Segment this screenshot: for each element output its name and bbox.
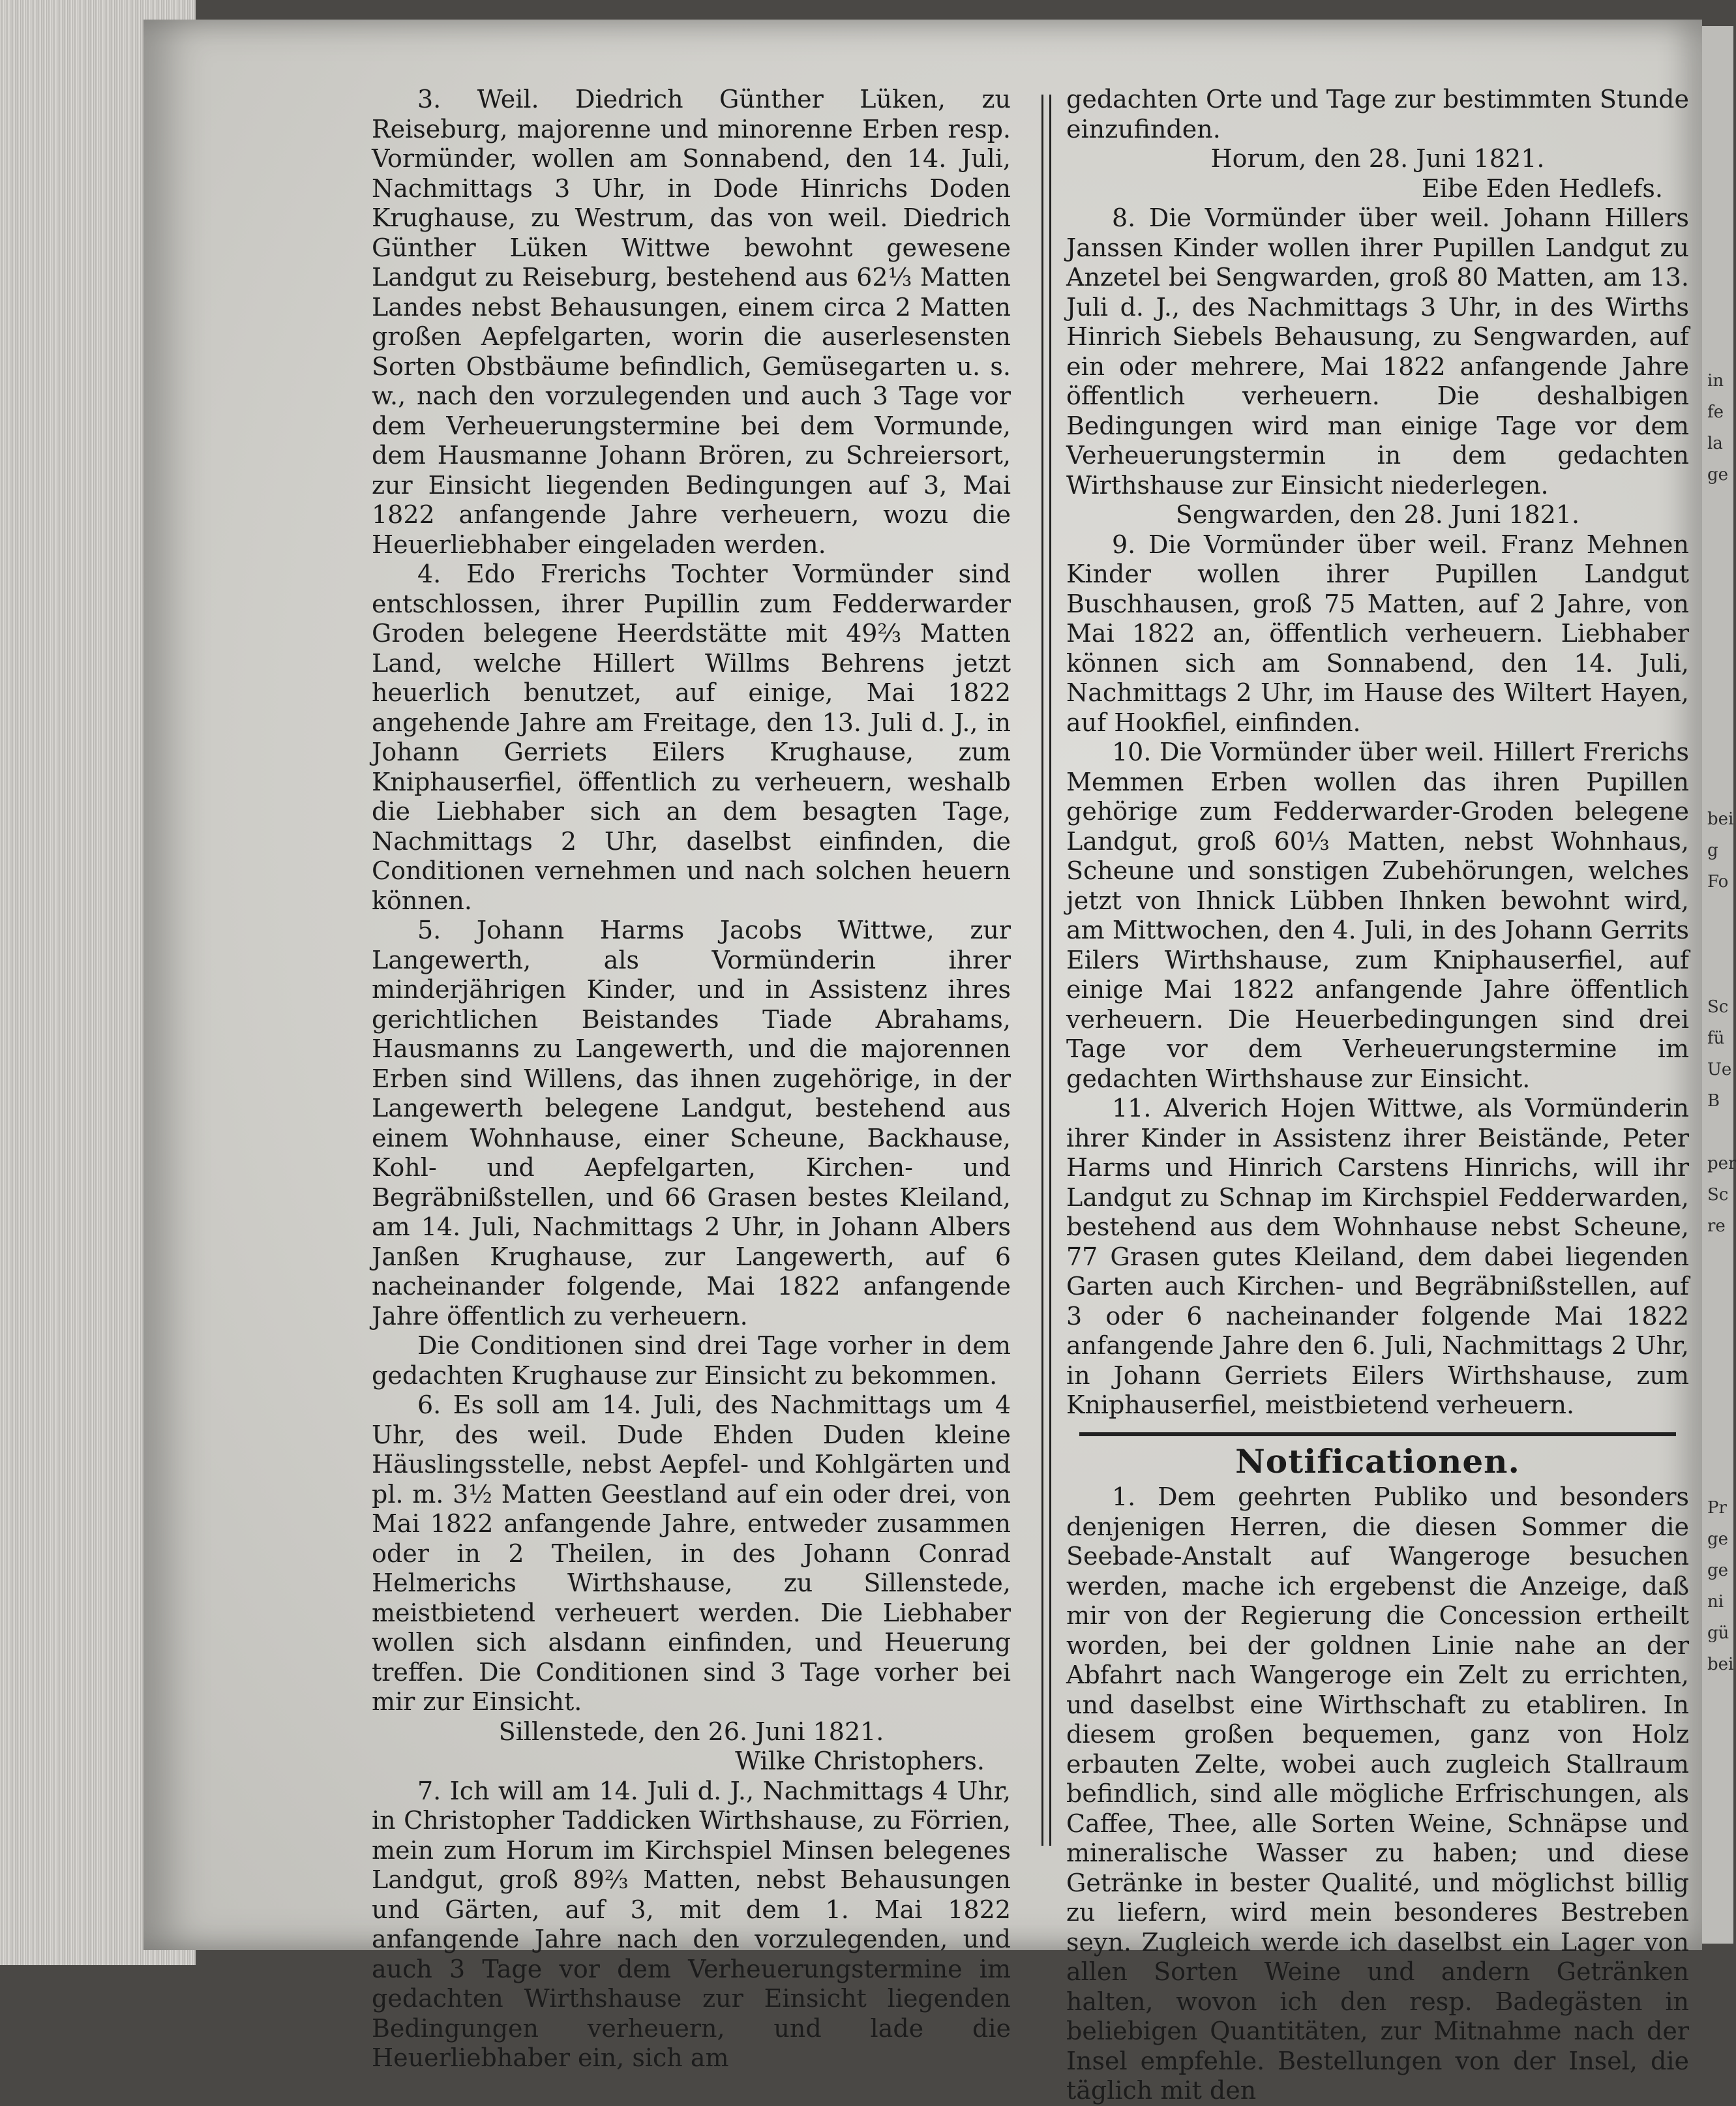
facing-page-fragment: re: [1707, 1216, 1726, 1236]
facing-page-fragment: fü: [1707, 1029, 1725, 1048]
facing-page-fragment: Sc: [1707, 997, 1729, 1017]
notice-paragraph: 11. Alverich Hojen Wittwe, als Vormünderin ihrer Kinder in Assistenz ihrer Beistände, Peter Harms und Hinrich Carstens Hinrichs, will ihr Landgut zu Schnap im Kirchspiel Fedderwarden, bestehend aus dem Wohnhause nebst Scheune, 77 Grasen gutes Kleiland, dem dabei liegenden Garten auch Kirchen- und Begräbnißstellen, auf 3 oder 6 nacheinander folgende Mai 1822 anfangende Jahre den 6. Juli, Nachmittags 2 Uhr, in Johann Gerriets Eilers Wirthshause, zum Kniphauserfiel, meistbietend verheuern.: [1066, 1094, 1689, 1419]
facing-page-fragment: bei: [1707, 1655, 1734, 1674]
facing-page-fragment: Pr: [1707, 1498, 1727, 1518]
section-heading-notificationen: Notificationen.: [1235, 1441, 1520, 1481]
facing-page-fragment: ge: [1707, 1561, 1729, 1580]
right-column-notifications: [1066, 1482, 1689, 2106]
signature: Eibe Eden Hedlefs.: [1421, 173, 1663, 203]
facing-page-fragment: Ue: [1707, 1060, 1732, 1079]
place-date-line: Horum, den 28. Juni 1821.: [1210, 144, 1545, 173]
facing-page-fragment: gü: [1707, 1623, 1729, 1643]
facing-page-fragment: B: [1707, 1091, 1720, 1111]
notice-paragraph: 8. Die Vormünder über weil. Johann Hillers Janssen Kinder wollen ihrer Pupillen Landgut zu Anzetel bei Sengwarden, groß 80 Matten, am 13. Juli d. J., des Nachmittags 3 Uhr, in des Wirths Hinrich Siebels Behausung, zu Sengwarden, auf ein oder mehrere, Mai 1822 anfangende Jahre öffentlich verheuern. Die deshalbigen Bedingungen wird man einige Tage vor dem Verheuerungstermin in dem gedachten Wirthshause zur Einsicht niederlegen.: [1066, 203, 1689, 500]
notice-paragraph: 1. Dem geehrten Publiko und besonders denjenigen Herren, die diesen Sommer die Seebade-Anstalt auf Wangeroge besuchen werden, mache ich ergebenst die Anzeige, daß mir von der Regierung die Concession ertheilt worden, bei der goldnen Linie nahe an der Abfahrt nach Wangeroge ein Zelt zu errichten, und daselbst eine Wirthschaft zu etabliren. In diesem großen bequemen, ganz von Holz erbauten Zelte, wobei auch zugleich Stallraum befindlich, sind alle mögliche Erfrischungen, als Caffee, Thee, alle Sorten Weine, Schnäpse und mineralische Wasser zu haben; und diese Getränke in bester Qualité, und möglichst billig zu liefern, wird mein besonderes Bestreben seyn. Zugleich werde ich daselbst ein Lager von allen Sorten Weine und andern Getränken halten, wovon ich den resp. Badegästen in beliebigen Quantitäten, zur Mitnahme nach der Insel empfehle. Bestellungen von der Insel, die täglich mit den: [1066, 1482, 1689, 2105]
notice-paragraph: 5. Johann Harms Jacobs Wittwe, zur Langewerth, als Vormünderin ihrer minderjährigen Kinder, und in Assistenz ihres gerichtlichen Beistandes Tiade Abrahams, Hausmanns zu Langewerth, und die majorennen Erben sind Willens, das ihnen zugehörige, in der Langewerth belegene Landgut, bestehend aus einem Wohnhause, einer Scheune, Backhause, Kohl- und Aepfelgarten, Kirchen- und Begräbnißstellen, und 66 Grasen bestes Kleiland, am 14. Juli, Nachmittags 2 Uhr, in Johann Albers Janßen Krughause, zur Langewerth, auf 6 nacheinander folgende, Mai 1822 anfangende Jahre öffentlich zu verheuern.: [372, 916, 1011, 1331]
facing-page-fragment: per: [1707, 1154, 1736, 1173]
notice-paragraph: 6. Es soll am 14. Juli, des Nachmittags um 4 Uhr, des weil. Dude Ehden Duden kleine Häuslingsstelle, nebst Aepfel- und Kohlgärten und pl. m. 3½ Matten Geestland auf ein oder drei, von Mai 1822 anfangende Jahre, entweder zusammen oder in 2 Theilen, in des Johann Conrad Helmerichs Wirthshause, zu Sillenstede, meistbietend verheuert werden. Die Liebhaber wollen sich alsdann einfinden, und Heuerung treffen. Die Conditionen sind 3 Tage vorher bei mir zur Einsicht.: [372, 1391, 1011, 1716]
facing-page-fragment: Fo: [1707, 872, 1729, 892]
notice-paragraph: 9. Die Vormünder über weil. Franz Mehnen Kinder wollen ihrer Pupillen Landgut Buschhausen, groß 75 Matten, auf 2 Jahre, von Mai 1822 an, öffentlich verheuern. Liebhaber können sich am Sonnabend, den 14. Juli, Nachmittags 2 Uhr, im Hause des Wiltert Hayen, auf Hookfiel, einfinden.: [1066, 530, 1689, 737]
notice-paragraph: 4. Edo Frerichs Tochter Vormünder sind entschlossen, ihrer Pupillin zum Fedderwarder Groden belegene Heerdstätte mit 49⅔ Matten Land, welche Hillert Willms Behrens jetzt heuerlich benutzet, auf einige, Mai 1822 angehende Jahre am Freitage, den 13. Juli d. J., in Johann Gerriets Eilers Krughause, zum Kniphauserfiel, öffentlich zu verheuern, weshalb die Liebhaber sich an dem besagten Tage, Nachmittags 2 Uhr, daselbst einfinden, die Conditionen vernehmen und nach solchen heuern können.: [372, 560, 1011, 915]
notice-paragraph: Die Conditionen sind drei Tage vorher in dem gedachten Krughause zur Einsicht zu bekommen.: [372, 1331, 1011, 1390]
notice-paragraph: 3. Weil. Diedrich Günther Lüken, zu Reiseburg, majorenne und minorenne Erben resp. Vormünder, wollen am Sonnabend, den 14. Juli, Nachmittags 3 Uhr, in Dode Hinrichs Doden Krughause, zu Westrum, das von weil. Diedrich Günther Lüken Wittwe bewohnt gewesene Landgut zu Reiseburg, bestehend aus 62⅓ Matten Landes nebst Behausungen, einem circa 2 Matten großen Aepfelgarten, worin die auserlesensten Sorten Obstbäume befindlich, Gemüsegarten u. s. w., nach den vorzulegenden und auch 3 Tage vor dem Verheuerungstermine bei dem Vormunde, dem Hausmanne Johann Brören, zu Schreiersort, zur Einsicht liegenden Bedingungen auf 3, Mai 1822 anfangende Jahre verheuern, wozu die Heuerliebhaber eingeladen werden.: [372, 85, 1011, 559]
signature: Wilke Christophers.: [735, 1747, 985, 1775]
facing-page-fragment: g: [1707, 841, 1718, 860]
notice-paragraph: 7. Ich will am 14. Juli d. J., Nachmittags 4 Uhr, in Christopher Taddicken Wirthshause, zu Förrien, mein zum Horum im Kirchspiel Minsen belegenes Landgut, groß 89⅔ Matten, nebst Behausungen und Gärten, auf 3, mit dem 1. Mai 1822 anfangende Jahre nach den vorzulegenden, und auch 3 Tage vor dem Verheuerungstermine im gedachten Wirthshause zur Einsicht liegenden Bedingungen verheuern, und lade die Heuerliebhaber ein, sich am: [372, 1776, 1011, 2072]
notice-paragraph: 10. Die Vormünder über weil. Hillert Frerichs Memmen Erben wollen das ihren Pupillen gehörige zum Fedderwarder-Groden belegene Landgut, groß 60⅓ Matten, nebst Wohnhaus, Scheune und sonstigen Zubehörungen, welches jetzt von Ihnick Lübben Ihnken bewohnt wird, am Mittwochen, den 4. Juli, in des Johann Gerrits Eilers Wirthshause, zum Kniphauserfiel, auf einige Mai 1822 anfangende Jahre öffentlich verheuern. Die Heuerbedingungen sind drei Tage vor dem Verheuerungstermine im gedachten Wirthshause zur Einsicht.: [1066, 738, 1689, 1093]
notice-paragraph: gedachten Orte und Tage zur bestimmten Stunde einzufinden.: [1066, 85, 1689, 143]
right-column: [1066, 85, 1689, 2106]
facing-page-fragment: ni: [1707, 1592, 1724, 1612]
facing-page-fragment: la: [1707, 434, 1723, 453]
left-column: [372, 85, 1011, 2073]
facing-page-fragment: bei: [1707, 809, 1734, 829]
section-rule: [1079, 1432, 1676, 1436]
right-column-notices: [1066, 85, 1689, 1421]
column-divider: [1041, 95, 1051, 1846]
facing-page-fragment: ge: [1707, 465, 1729, 485]
facing-page-fragment: fe: [1707, 402, 1724, 422]
place-date-line: Sengwarden, den 28. Juni 1821.: [1175, 500, 1580, 529]
facing-page-fragment: ge: [1707, 1529, 1729, 1549]
place-date-line: Sillenstede, den 26. Juni 1821.: [498, 1717, 884, 1746]
facing-page-fragment: Sc: [1707, 1185, 1729, 1205]
facing-page-fragment: in: [1707, 371, 1724, 391]
